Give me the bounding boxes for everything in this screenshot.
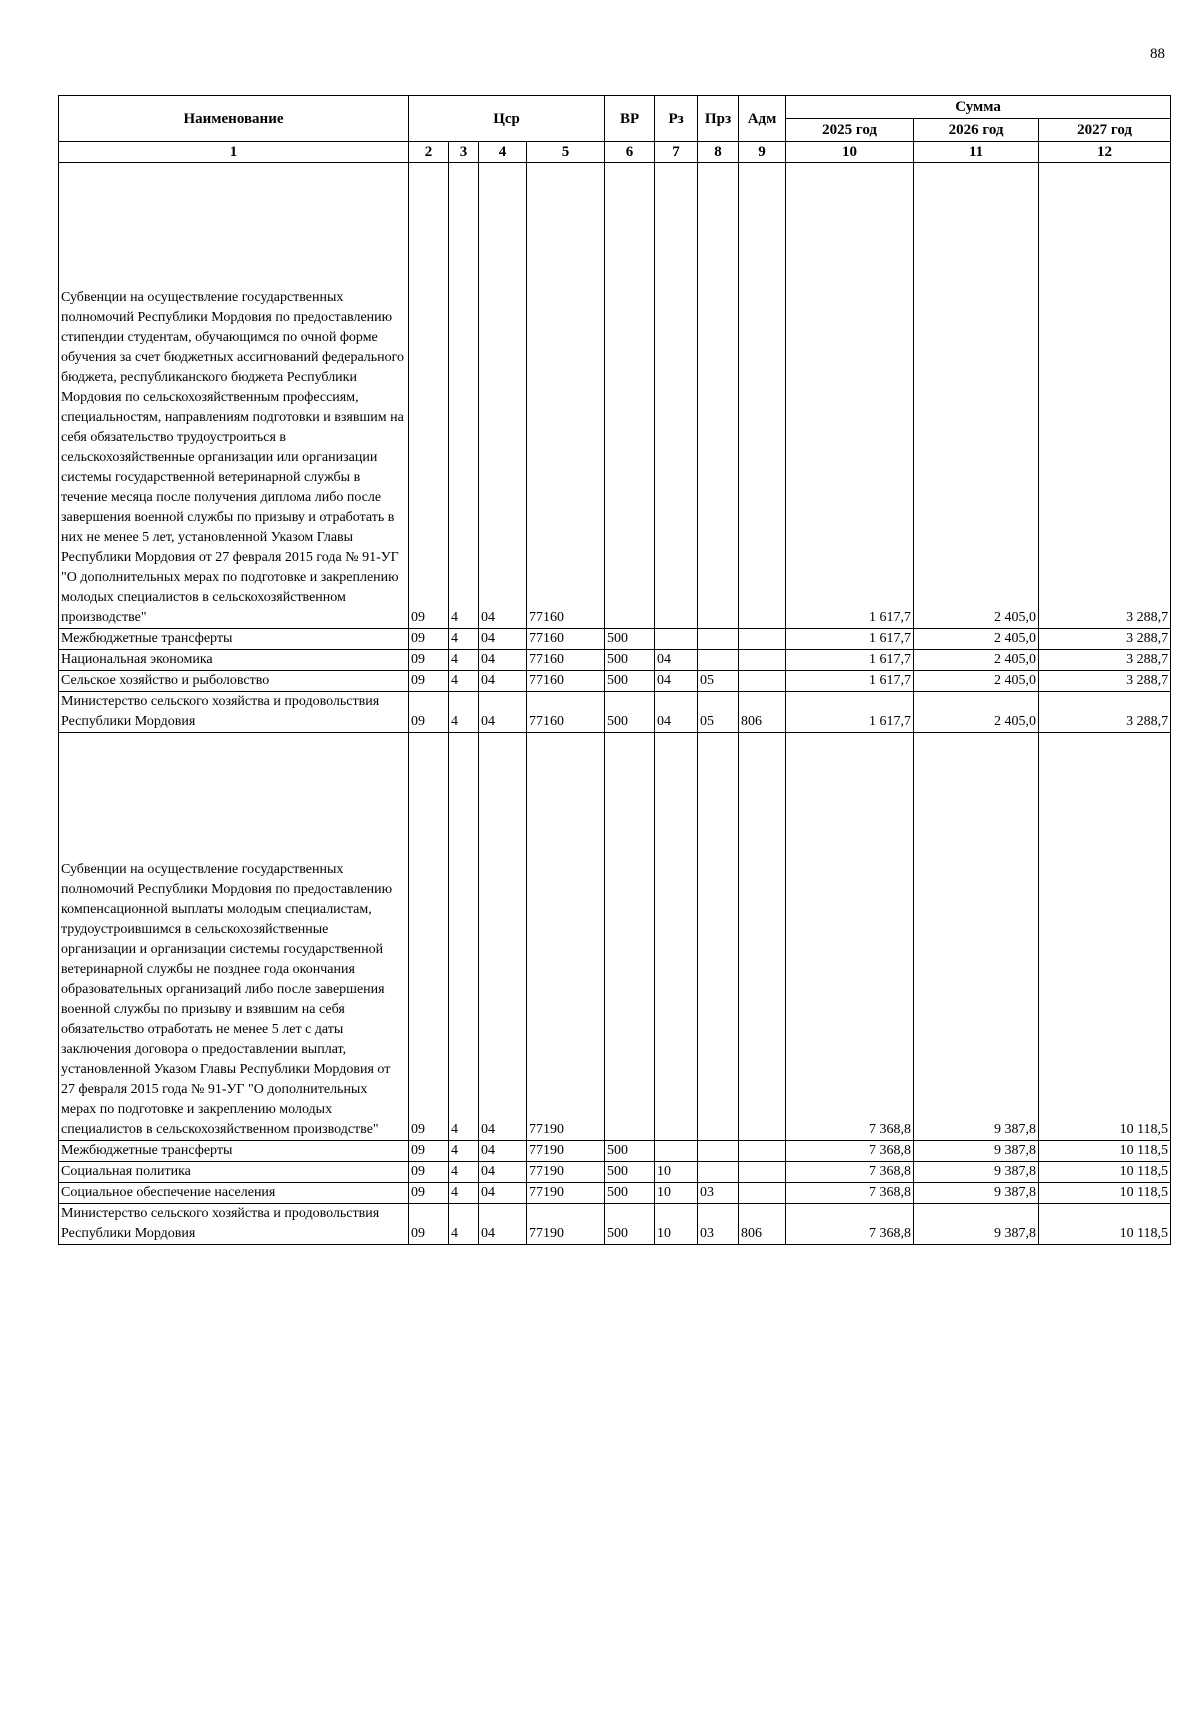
row-amount-2027: 10 118,5 [1039,1162,1171,1183]
row-code-4: 04 [479,1141,527,1162]
row-adm [739,1162,786,1183]
column-number: 8 [698,142,739,163]
row-amount-2026: 2 405,0 [914,671,1039,692]
row-rz: 04 [655,650,698,671]
row-code-5: 77160 [527,650,605,671]
column-number: 2 [409,142,449,163]
row-name: Социальное обеспечение населения [59,1183,409,1204]
row-adm: 806 [739,1204,786,1245]
table-row [59,1183,1171,1204]
column-number: 11 [914,142,1039,163]
row-code-3: 4 [449,629,479,650]
row-prz: 05 [698,692,739,733]
row-code-3: 4 [449,1162,479,1183]
row-amount-2027: 3 288,7 [1039,629,1171,650]
row-code-5: 77190 [527,1141,605,1162]
column-number: 3 [449,142,479,163]
row-prz [698,1162,739,1183]
row-vr: 500 [605,650,655,671]
row-vr: 500 [605,1141,655,1162]
row-adm: 806 [739,692,786,733]
row-code-4: 04 [479,1183,527,1204]
column-number: 7 [655,142,698,163]
row-amount-2027: 3 288,7 [1039,650,1171,671]
row-amount-2025: 1 617,7 [786,163,914,629]
row-amount-2027: 10 118,5 [1039,733,1171,1141]
row-prz [698,650,739,671]
table-row [59,733,1171,1141]
row-code-5: 77160 [527,629,605,650]
header-vr: ВР [605,96,655,142]
table-row [59,692,1171,733]
row-amount-2025: 1 617,7 [786,629,914,650]
row-code-4: 04 [479,671,527,692]
row-code-5: 77160 [527,163,605,629]
table-row [59,1141,1171,1162]
row-code-4: 04 [479,692,527,733]
row-amount-2025: 7 368,8 [786,1204,914,1245]
header-year-2026: 2026 год [914,119,1039,142]
column-number: 9 [739,142,786,163]
row-code-5: 77190 [527,1162,605,1183]
row-amount-2025: 7 368,8 [786,1162,914,1183]
row-code-3: 4 [449,163,479,629]
row-adm [739,650,786,671]
row-code-4: 04 [479,1204,527,1245]
row-amount-2026: 9 387,8 [914,1162,1039,1183]
row-vr: 500 [605,692,655,733]
header-csr: Цср [409,96,605,142]
row-code-3: 4 [449,1204,479,1245]
row-amount-2025: 1 617,7 [786,671,914,692]
row-code-4: 04 [479,650,527,671]
header-name: Наименование [59,96,409,142]
page-number: 88 [1150,46,1165,62]
table-row [59,629,1171,650]
row-code-2: 09 [409,1204,449,1245]
row-amount-2025: 1 617,7 [786,650,914,671]
row-code-5: 77160 [527,692,605,733]
row-code-5: 77190 [527,1204,605,1245]
table-row [59,1204,1171,1245]
row-code-2: 09 [409,1141,449,1162]
row-amount-2026: 9 387,8 [914,1141,1039,1162]
row-prz: 03 [698,1204,739,1245]
row-amount-2027: 10 118,5 [1039,1204,1171,1245]
row-prz [698,1141,739,1162]
row-name: Министерство сельского хозяйства и продовольствия Республики Мордовия [59,692,409,733]
row-adm [739,671,786,692]
row-amount-2025: 7 368,8 [786,733,914,1141]
row-prz: 05 [698,671,739,692]
header-row-top [59,96,1171,119]
row-amount-2027: 10 118,5 [1039,1183,1171,1204]
row-amount-2025: 7 368,8 [786,1183,914,1204]
row-adm [739,629,786,650]
row-amount-2026: 2 405,0 [914,650,1039,671]
row-adm [739,733,786,1141]
row-code-3: 4 [449,1183,479,1204]
row-code-2: 09 [409,692,449,733]
row-adm [739,163,786,629]
row-rz [655,163,698,629]
row-amount-2026: 2 405,0 [914,692,1039,733]
row-code-3: 4 [449,1141,479,1162]
row-amount-2027: 3 288,7 [1039,671,1171,692]
row-code-4: 04 [479,163,527,629]
row-code-2: 09 [409,671,449,692]
row-prz [698,163,739,629]
row-code-5: 77190 [527,733,605,1141]
row-vr: 500 [605,671,655,692]
row-rz: 10 [655,1162,698,1183]
row-code-2: 09 [409,1162,449,1183]
row-code-5: 77160 [527,671,605,692]
row-rz [655,1141,698,1162]
table-row [59,163,1171,629]
row-rz [655,733,698,1141]
row-name: Министерство сельского хозяйства и продовольствия Республики Мордовия [59,1204,409,1245]
row-amount-2026: 2 405,0 [914,163,1039,629]
row-amount-2027: 3 288,7 [1039,692,1171,733]
column-number: 6 [605,142,655,163]
row-code-2: 09 [409,163,449,629]
row-code-4: 04 [479,733,527,1141]
row-adm [739,1141,786,1162]
row-name: Сельское хозяйство и рыболовство [59,671,409,692]
row-prz [698,733,739,1141]
row-amount-2026: 9 387,8 [914,1204,1039,1245]
column-number-row [59,142,1171,163]
row-prz [698,629,739,650]
row-code-3: 4 [449,692,479,733]
column-number: 4 [479,142,527,163]
row-amount-2027: 10 118,5 [1039,1141,1171,1162]
row-amount-2026: 9 387,8 [914,1183,1039,1204]
header-year-2027: 2027 год [1039,119,1171,142]
row-vr: 500 [605,1204,655,1245]
row-code-2: 09 [409,733,449,1141]
row-amount-2025: 7 368,8 [786,1141,914,1162]
column-number: 12 [1039,142,1171,163]
header-year-2025: 2025 год [786,119,914,142]
row-vr [605,733,655,1141]
header-rz: Рз [655,96,698,142]
row-code-3: 4 [449,671,479,692]
row-amount-2026: 2 405,0 [914,629,1039,650]
row-name: Субвенции на осуществление государственных полномочий Республики Мордовия по предоставлению компенсационной выплаты молодым специалистам, трудоустроившимся в сельскохозяйственные организации и организации системы государственной ветеринарной службы не позднее года окончания образовательных организаций либо после завершения военной службы по призыву и взявшим на себя обязательство отработать не менее 5 лет с даты заключения договора о предоставлении выплат, установленной Указом Главы Республики Мордовия от 27 февраля 2015 года № 91-УГ "О дополнительных мерах по подготовке и закреплению молодых специалистов в сельскохозяйственном производстве" [59,733,409,1141]
column-number: 1 [59,142,409,163]
header-sum: Сумма [786,96,1171,119]
table-row [59,671,1171,692]
row-code-2: 09 [409,629,449,650]
row-name: Межбюджетные трансферты [59,1141,409,1162]
column-number: 10 [786,142,914,163]
row-code-2: 09 [409,1183,449,1204]
row-code-4: 04 [479,629,527,650]
row-amount-2026: 9 387,8 [914,733,1039,1141]
row-name: Социальная политика [59,1162,409,1183]
row-code-2: 09 [409,650,449,671]
row-code-3: 4 [449,650,479,671]
table-row [59,650,1171,671]
header-adm: Адм [739,96,786,142]
row-name: Субвенции на осуществление государственных полномочий Республики Мордовия по предоставлению стипендии студентам, обучающимся по очной форме обучения за счет бюджетных ассигнований федерального бюджета, республиканского бюджета Республики Мордовия по сельскохозяйственным профессиям, специальностям, направлениям подготовки и взявшим на себя обязательство трудоустроиться в сельскохозяйственные организации или организации системы государственной ветеринарной службы в течение месяца после получения диплома либо после завершения военной службы по призыву и отработать в них не менее 5 лет, установленной Указом Главы Республики Мордовия от 27 февраля 2015 года № 91-УГ "О дополнительных мерах по подготовке и закреплению молодых специалистов в сельскохозяйственном производстве" [59,163,409,629]
row-amount-2025: 1 617,7 [786,692,914,733]
row-vr [605,163,655,629]
budget-table [58,95,1171,1245]
row-code-4: 04 [479,1162,527,1183]
table-row [59,1162,1171,1183]
row-vr: 500 [605,629,655,650]
row-vr: 500 [605,1183,655,1204]
row-code-3: 4 [449,733,479,1141]
row-prz: 03 [698,1183,739,1204]
row-rz [655,629,698,650]
row-vr: 500 [605,1162,655,1183]
row-name: Национальная экономика [59,650,409,671]
row-adm [739,1183,786,1204]
row-rz: 04 [655,692,698,733]
row-rz: 10 [655,1183,698,1204]
row-code-5: 77190 [527,1183,605,1204]
row-name: Межбюджетные трансферты [59,629,409,650]
column-number: 5 [527,142,605,163]
row-amount-2027: 3 288,7 [1039,163,1171,629]
header-prz: Прз [698,96,739,142]
row-rz: 04 [655,671,698,692]
row-rz: 10 [655,1204,698,1245]
